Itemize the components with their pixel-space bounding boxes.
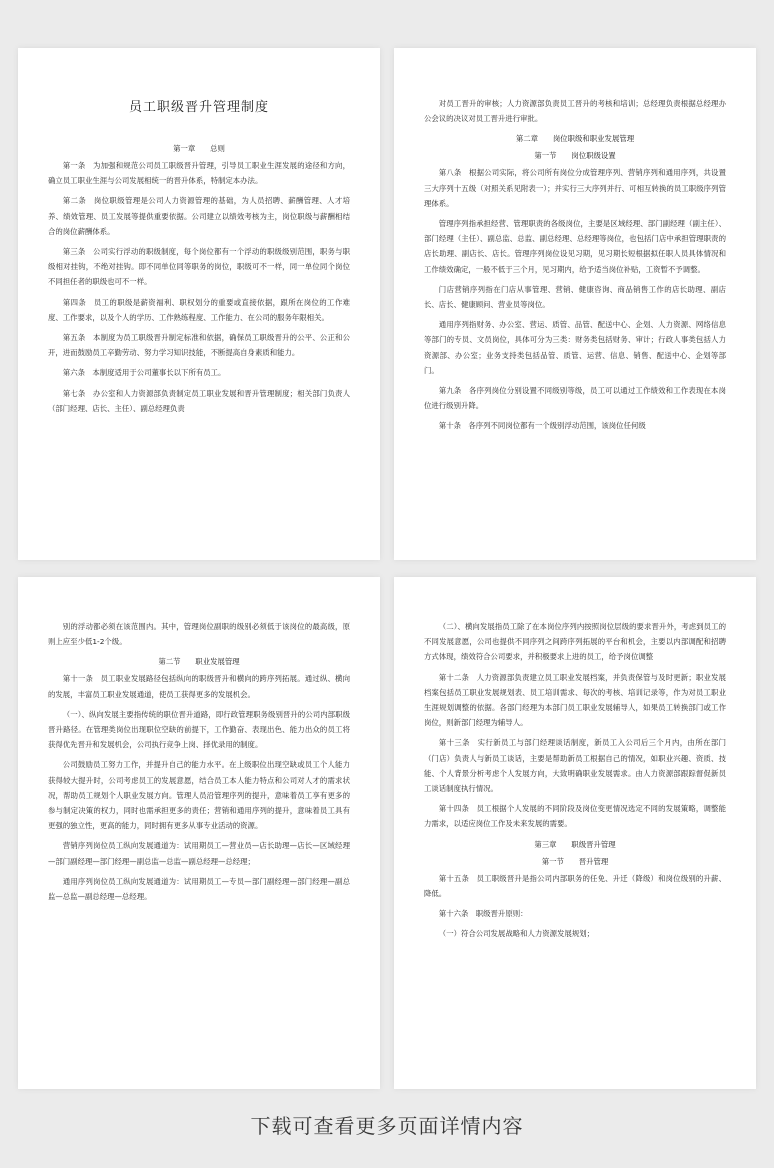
paragraph: 管理序列指承担经营、管理职责的各级岗位，主要是区域经理、部门副经理（副主任）、部门经理（主任）、副总监、总监、副总经理、总经理等岗位，也包括门店中承担管理职责的店长助理、副店长、店长。管理序列岗位设见习期，见习期长短根据拟任职人员具体情况和工作绩效确定，一般不低于三个月，见习期内，给予适当岗位补贴，工资暂不予调整。 (424, 219, 726, 274)
paragraph: 对员工晋升的审核；人力资源部负责员工晋升的考核和培训；总经理负责根据总经理办公会议的决议对员工晋升进行审批。 (424, 99, 726, 124)
paragraph: 第八条 根据公司实际，将公司所有岗位分成管理序列、营销序列和通用序列，共设置三大序列十五级（对照关系见附表一）；并实行三大序列并行、可相互转换的员工职级序列管理体系。 (424, 168, 726, 208)
section-heading: 第一节 晋升管理 (541, 856, 609, 866)
paragraph: （一）符合公司发展战略和人力资源发展规划； (438, 929, 595, 939)
paragraph: 通用序列指财务、办公室、营运、质管、品管、配送中心、企划、人力资源、网络信息等部门的专员、文员岗位，具体可分为三类：财务类包括财务、审计；行政人事类包括人力资源部、办公室；业务支持类包括品管、质管、运营、信息、销售、配送中心、企划等部门。 (424, 320, 726, 375)
paragraph: 公司鼓励员工努力工作，并提升自己的能力水平。在上级职位出现空缺或员工个人能力获得较大提升时，公司考虑员工的发展意愿，结合员工本人能力特点和公司对人才的需求状况，帮助员工规划个人职业发展方向。管理人员沿管理序列的提升，意味着员工享有更多的参与制定决策的权力，同时也需承担更多的责任；营销和通用序列的提升，意味着员工具有更强的独立性，更高的能力，同时拥有更多从事专业活动的资源。 (48, 760, 350, 831)
paragraph: 第九条 各序列岗位分别设置不同级别等级，员工可以通过工作绩效和工作表现在本岗位进行级别升降。 (424, 386, 726, 411)
paragraph: 门店营销序列指在门店从事管理、营销、健康咨询、商品销售工作的店长助理、副店长、店长、健康顾问、营业员等岗位。 (424, 284, 726, 310)
paragraph: 第十一条 员工职业发展路径包括纵向的职级晋升和横向的跨序列拓展。通过纵、横向的发展，丰富员工职业发展通道，使员工获得更多的发展机会。 (48, 674, 350, 699)
paragraph: 第十五条 员工职级晋升是指公司内部职务的任免、升迁（降级）和岗位级别的升薪、降低。 (424, 873, 726, 898)
paragraph: 第十六条 职级晋升原则： (438, 909, 528, 919)
chapter-heading: 第三章 职级晋升管理 (534, 839, 616, 849)
paragraph: 第一条 为加强和规范公司员工职级晋升管理，引导员工职业生涯发展的途径和方向，确立员工职业生涯与公司发展相统一的晋升体系，特制定本办法。 (48, 161, 350, 186)
document-page-3 (18, 577, 380, 1089)
document-title: 员工职级晋升管理制度 (128, 100, 269, 115)
download-more-link[interactable]: 下载可查看更多页面详情内容 (250, 1114, 524, 1138)
chapter-heading: 第一章 总则 (173, 144, 225, 153)
paragraph: 第五条 本制度为员工职级晋升制定标准和依据，确保员工职级晋升的公平、公正和公开，进而鼓励员工辛勤劳动、努力学习知识技能，不断提高自身素质和能力。 (48, 333, 350, 358)
paragraph: 第十条 各序列不同岗位都有一个级别浮动范围，该岗位任何级 (438, 421, 646, 431)
paragraph: 第十四条 员工根据个人发展的不同阶段及岗位变更情况选定不同的发展策略，调整能力需求，以适应岗位工作及未来发展的需要。 (424, 804, 726, 829)
paragraph: 营销序列岗位员工纵向发展通道为：试用期员工—营业员—店长助理—店长—区域经理—部门副经理—部门经理—副总监—总监—副总经理—总经理； (48, 841, 350, 866)
paragraph: 第三条 公司实行浮动的职级制度，每个岗位都有一个浮动的职级级别范围，职务与职级相对挂钩，不绝对挂钩。即不同单位同等职务的岗位，职级可不一样，同一单位同个岗位不同担任者的职级也可不一样。 (48, 247, 350, 287)
paragraph: 第四条 员工的职级是薪资福利、职权划分的重要或直接依据，跟所在岗位的工作难度、工作要求，以及个人的学历、工作熟练程度、工作能力、在公司的服务年限相关。 (48, 297, 350, 322)
paragraph: （一）、纵向发展主要指传统的职位晋升道路，即行政管理职务级别晋升的公司内部职级晋升路径。在管理类岗位出现职位空缺的前提下，工作勤奋、表现出色、能力出众的员工将获得优先晋升和发展机会，公司执行竞争上岗、择优录用的制度。 (48, 709, 350, 750)
document-page-4 (394, 577, 756, 1089)
document-page-2 (394, 48, 756, 560)
paragraph: 第六条 本制度适用于公司董事长以下所有员工。 (62, 368, 226, 378)
paragraph: 别的浮动都必须在该范围内。其中，管理岗位副职的级别必须低于该岗位的最高级，原则上应至少低1-2个级。 (48, 622, 350, 647)
paragraph: 第十三条 实行新员工与部门经理谈话制度，新员工入公司后三个月内，由所在部门（门店）负责人与新员工谈话，主要是帮助新员工根据自己的情况，如职业兴趣、资质、技能、个人背景分析考虑个人发展方向，大致明确职业发展需求。由人力资源部跟踪督促新员工谈话制度执行情况。 (424, 738, 726, 794)
paragraph: （二）、横向发展指员工除了在本岗位序列内按照岗位层级的要求晋升外，考虑到员工的不同发展意愿，公司也提供不同序列之间跨序列拓展的平台和机会，主要以内部调配和招聘方式体现，绩效符合公司要求，并积极要求上进的员工，给予岗位调整 (424, 622, 726, 662)
document-page-1 (18, 48, 380, 560)
paragraph: 第十二条 人力资源部负责建立员工职业发展档案，并负责保管与及时更新；职业发展档案包括员工职业发展规划表、员工培训需求、每次的考核、培训记录等，作为对员工职业生涯规划调整的依据。各部门经理为本部门员工职业发展辅导人，如果员工转换部门或工作岗位，则新部门经理为辅导人。 (424, 672, 726, 728)
paragraph: 通用序列岗位员工纵向发展通道为：试用期员工—专员—部门副经理—部门经理—副总监—总监—副总经理—总经理。 (48, 876, 350, 902)
section-heading: 第二节 职业发展管理 (158, 657, 240, 667)
chapter-heading: 第二章 岗位职级和职业发展管理 (515, 134, 635, 144)
section-heading: 第一节 岗位职级设置 (534, 151, 616, 161)
paragraph: 第二条 岗位职级管理是公司人力资源管理的基础，为人员招聘、薪酬管理、人才培养、绩效管理、员工发展等提供重要依据。公司建立以绩效考核为主，岗位职级与薪酬相结合的岗位薪酬体系。 (48, 196, 350, 236)
paragraph: 第七条 办公室和人力资源部负责制定员工职业发展和晋升管理制度；相关部门负责人（部门经理、店长、主任）、副总经理负责 (48, 388, 350, 413)
